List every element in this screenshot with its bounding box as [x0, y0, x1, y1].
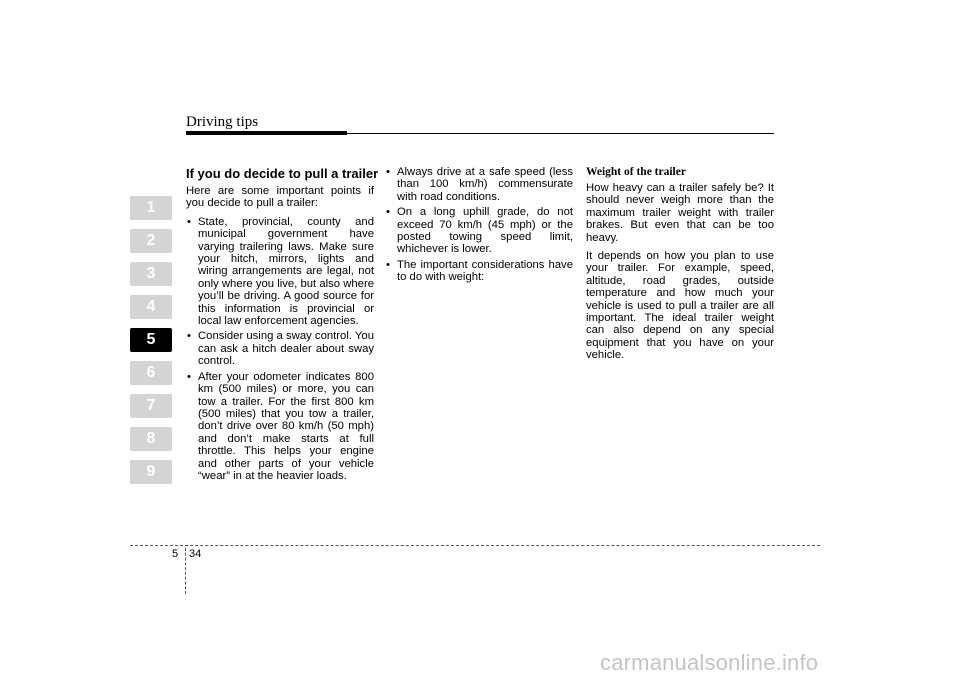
paragraph: How heavy can a trailer safely be? It should never weigh more than the maximum trailer weight with trailer brakes. But even that can be too heavy. — [586, 182, 774, 244]
section-heading: If you do decide to pull a trailer — [186, 166, 379, 181]
footer-page-number: 34 — [189, 548, 202, 560]
column-3 — [586, 166, 774, 368]
footer-divider — [185, 548, 186, 594]
list-item: • State, provincial, county and municipal government have varying trailering laws. Make sure your hitch, mirrors, lights and wiring arrangements are legal, not only where you live, but also where you’ll be driving. A good source for this information is provincial or local law enforcement agencies. — [186, 216, 374, 328]
chapter-tab-8[interactable]: 8 — [130, 427, 172, 451]
list-item: • The important considerations have to do with weight: — [385, 259, 573, 284]
bullet-list — [186, 216, 374, 483]
footer-rule — [130, 545, 820, 546]
list-item: • After your odometer indicates 800 km (500 miles) or more, you can tow a trailer. For the first 800 km (500 miles) that you tow a trailer, don’t drive over 80 km/h (50 mph) and don’t make starts at full throttle. This helps your engine and other parts of your vehicle “wear” in at the heavier loads. — [186, 371, 374, 483]
column-2 — [385, 166, 573, 287]
chapter-tab-1[interactable]: 1 — [130, 196, 172, 220]
chapter-tab-4[interactable]: 4 — [130, 295, 172, 319]
chapter-tab-6[interactable]: 6 — [130, 361, 172, 385]
list-item: • On a long uphill grade, do not exceed 70 km/h (45 mph) or the posted towing speed limit, whichever is lower. — [385, 206, 573, 256]
bullet-list — [385, 166, 573, 284]
chapter-tab-2[interactable]: 2 — [130, 229, 172, 253]
list-item: • Consider using a sway control. You can ask a hitch dealer about sway control. — [186, 330, 374, 367]
chapter-tab-9[interactable]: 9 — [130, 460, 172, 484]
page-header-title: Driving tips — [186, 114, 259, 130]
column-1 — [186, 166, 379, 485]
list-item: • Always drive at a safe speed (less than 100 km/h) commensurate with road conditions. — [385, 166, 573, 203]
chapter-tabs — [130, 196, 172, 493]
header-rule-accent — [186, 131, 347, 135]
chapter-tab-7[interactable]: 7 — [130, 394, 172, 418]
paragraph: It depends on how you plan to use your trailer. For example, speed, altitude, road grades, outside temperature and how much your vehicle is used to pull a trailer are all important. The ideal trailer weight can also depend on any special equipment that you have on your vehicle. — [586, 250, 774, 362]
chapter-tab-3[interactable]: 3 — [130, 262, 172, 286]
sub-heading: Weight of the trailer — [586, 166, 686, 178]
chapter-tab-5[interactable]: 5 — [130, 328, 172, 352]
footer-chapter-number: 5 — [172, 548, 179, 560]
intro-paragraph: Here are some important points if you decide to pull a trailer: — [186, 185, 374, 210]
watermark: carmanualsonline.info — [600, 650, 819, 675]
